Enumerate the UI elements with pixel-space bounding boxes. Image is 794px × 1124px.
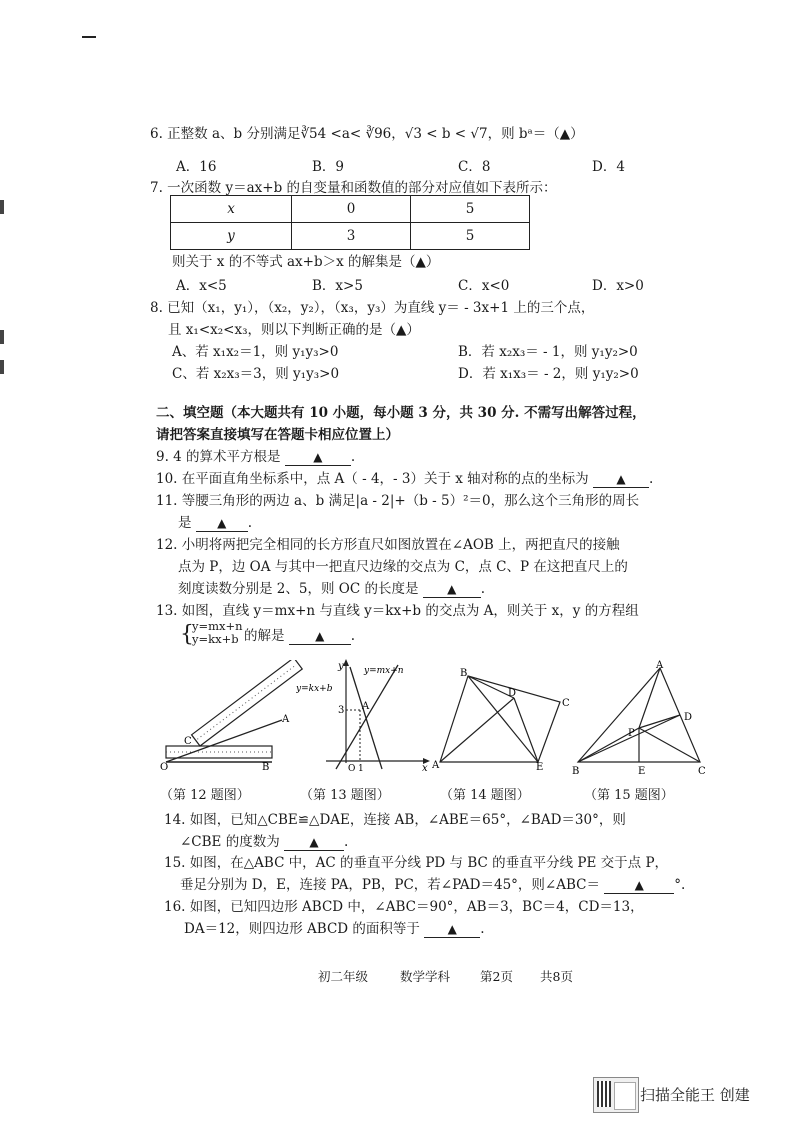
q11-line1: 11. 等腰三角形的两边 a、b 满足|a - 2|+（b - 5）²＝0，那么这个三角形的周长	[156, 493, 640, 509]
q7-option-b: B．x>5	[312, 278, 363, 294]
q14-text: ∠CBE 的度数为	[180, 834, 280, 850]
footer-subject: 数学学科	[400, 969, 451, 984]
q13-line1: 13. 如图，直线 y＝mx+n 与直线 y＝kx+b 的交点为 A，则关于 x，y 的方程组	[156, 603, 639, 619]
q9	[156, 445, 355, 466]
q8-option-b: B．若 x₂x₃＝ - 1，则 y₁y₂>0	[458, 344, 638, 360]
label-B: B	[572, 766, 580, 776]
q16-line2	[184, 917, 485, 938]
figure-12-caption: （第 12 题图）	[160, 788, 250, 803]
q8-option-a: A、若 x₁x₂＝1，则 y₁y₃>0	[172, 344, 339, 360]
q16-text: DA＝12，则四边形 ABCD 的面积等于	[184, 921, 420, 937]
label-D: D	[684, 712, 693, 723]
q6-stem: 6. 正整数 a、b 分别满足∛54 <a< ∛96，√3 < b < √7，则 bᵃ＝（▲）	[150, 126, 584, 142]
punct: °.	[674, 877, 686, 893]
q7-option-c: C．x<0	[458, 278, 510, 294]
figure-15-caption: （第 15 题图）	[584, 788, 674, 803]
label-E: E	[638, 766, 646, 776]
label-y: y	[338, 661, 344, 672]
q8-line2: 且 x₁<x₂<x₃，则以下判断正确的是（▲）	[168, 322, 420, 338]
equation-system	[192, 620, 243, 646]
q8-option-c: C、若 x₂x₃＝3，则 y₁y₃>0	[172, 366, 340, 382]
q10-text: 10. 在平面直角坐标系中，点 A（ - 4，- 3）关于 x 轴对称的点的坐标为	[156, 471, 589, 487]
punct: .	[350, 628, 356, 644]
q13-answer	[244, 624, 355, 645]
punct: .	[480, 921, 485, 937]
scanner-logo	[593, 1077, 639, 1113]
punct: .	[344, 834, 349, 850]
figure-14	[432, 662, 582, 770]
q13-text: 的解是	[244, 628, 285, 644]
answer-blank	[284, 834, 344, 851]
q6-option-a: A．16	[176, 159, 217, 175]
table-cell: y	[171, 223, 292, 250]
q15-line2	[180, 873, 685, 894]
label-line-mx: y=mx+n	[364, 666, 404, 676]
answer-blank	[604, 877, 674, 894]
label-D: D	[508, 688, 517, 699]
label-A: A	[432, 760, 440, 770]
brace: {	[180, 622, 194, 647]
label-O: O	[160, 762, 169, 772]
q12-text: 刻度读数分别是 2、5，则 OC 的长度是	[178, 581, 419, 597]
triangle-icon: ▲	[447, 582, 457, 596]
qr-code-icon	[597, 1081, 611, 1107]
label-1: 1	[358, 764, 364, 772]
q12-line2: 点为 P，边 OA 与其中一把直尺边缘的交点为 C，点 C、P 在这把直尺上的	[178, 559, 628, 575]
answer-blank	[289, 628, 351, 645]
answer-blank	[593, 471, 649, 488]
punct: .	[648, 471, 654, 487]
app-logo-icon	[614, 1082, 636, 1110]
label-A: A	[362, 701, 370, 712]
binding-mark	[0, 200, 4, 214]
value-table	[170, 195, 530, 250]
label-origin: O	[348, 764, 356, 772]
label-P: P	[628, 728, 635, 739]
label-A: A	[282, 714, 290, 725]
q9-text: 9. 4 的算术平方根是	[156, 449, 281, 465]
binding-mark	[0, 360, 4, 374]
punct: .	[350, 449, 356, 465]
footer-total: 共8页	[540, 969, 573, 984]
q6-option-d: D．4	[592, 159, 625, 175]
q12-line3	[178, 577, 485, 598]
triangle-icon: ▲	[634, 878, 644, 892]
binding-mark	[0, 330, 4, 344]
figure-13-caption: （第 13 题图）	[300, 788, 390, 803]
q8-option-d: D．若 x₁x₃＝ - 2，则 y₁y₂>0	[458, 366, 639, 382]
equation-1: y=mx+n	[192, 619, 243, 633]
label-x: x	[422, 763, 428, 772]
q6-option-c: C．8	[458, 159, 491, 175]
label-3: 3	[338, 705, 345, 716]
label-B: B	[460, 668, 468, 679]
q15-line1: 15. 如图，在△ABC 中，AC 的垂直平分线 PD 与 BC 的垂直平分线 PE 交于点 P，	[164, 855, 669, 871]
label-C: C	[698, 766, 706, 776]
q10	[156, 467, 653, 488]
q15-text: 垂足分别为 D，E，连接 PA，PB，PC，若∠PAD＝45°，则∠ABC＝	[180, 877, 600, 893]
label-line-kx: y=kx+b	[296, 684, 333, 694]
q16-line1: 16. 如图，已知四边形 ABCD 中，∠ABC＝90°，AB＝3，BC＝4，CD＝13，	[164, 899, 644, 915]
punct: .	[247, 515, 253, 531]
table-cell: 5	[411, 196, 530, 223]
triangle-icon: ▲	[616, 472, 626, 486]
answer-blank	[424, 921, 480, 938]
answer-blank	[196, 515, 248, 532]
table-row	[171, 223, 530, 250]
figure-13	[296, 657, 436, 772]
q7-option-a: A．x<5	[176, 278, 227, 294]
q14-line2	[180, 830, 348, 851]
q6-option-b: B．9	[312, 159, 345, 175]
figure-14-caption: （第 14 题图）	[440, 788, 530, 803]
triangle-icon: ▲	[447, 922, 457, 936]
punct: .	[480, 581, 486, 597]
footer-grade: 初二年级	[318, 969, 369, 984]
section-heading: 二、填空题（本大题共有 10 小题，每小题 3 分，共 30 分. 不需写出解答过程，	[156, 405, 646, 421]
table-cell: x	[171, 196, 292, 223]
section-heading-line2: 请把答案直接填写在答题卡相应位置上）	[156, 427, 399, 443]
q7-tail: 则关于 x 的不等式 ax+b＞x 的解集是（▲）	[172, 254, 440, 270]
answer-blank	[423, 581, 481, 598]
label-A: A	[656, 660, 664, 671]
triangle-icon: ▲	[315, 629, 325, 643]
label-C: C	[184, 736, 192, 747]
table-cell: 0	[292, 196, 411, 223]
q11-line2	[178, 511, 252, 532]
q7-stem: 7. 一次函数 y＝ax+b 的自变量和函数值的部分对应值如下表所示：	[150, 180, 557, 196]
equation-2: y=kx+b	[192, 632, 239, 646]
triangle-icon: ▲	[313, 450, 323, 464]
table-cell: 5	[411, 223, 530, 250]
triangle-icon: ▲	[309, 835, 319, 849]
label-C: C	[562, 698, 570, 709]
scanner-watermark-text: 扫描全能王 创建	[640, 1086, 750, 1104]
table-row	[171, 196, 530, 223]
triangle-icon: ▲	[217, 516, 227, 530]
figure-15	[568, 658, 716, 776]
q12-line1: 12. 小明将两把完全相同的长方形直尺如图放置在∠AOB 上，两把直尺的接触	[156, 537, 620, 553]
header-dash	[82, 36, 96, 38]
q14-line1: 14. 如图，已知△CBE≌△DAE，连接 AB，∠ABE＝65°，∠BAD＝30°，则	[164, 812, 626, 828]
label-B: B	[262, 762, 270, 772]
q11-text: 是	[178, 515, 192, 531]
q7-option-d: D．x>0	[592, 278, 644, 294]
table-cell: 3	[292, 223, 411, 250]
answer-blank	[285, 449, 351, 466]
footer-page: 第2页	[480, 969, 513, 984]
q8-line1: 8. 已知（x₁，y₁），（x₂，y₂），（x₃，y₃）为直线 y＝ - 3x+1 上的三个点，	[150, 300, 595, 316]
label-E: E	[536, 762, 544, 770]
